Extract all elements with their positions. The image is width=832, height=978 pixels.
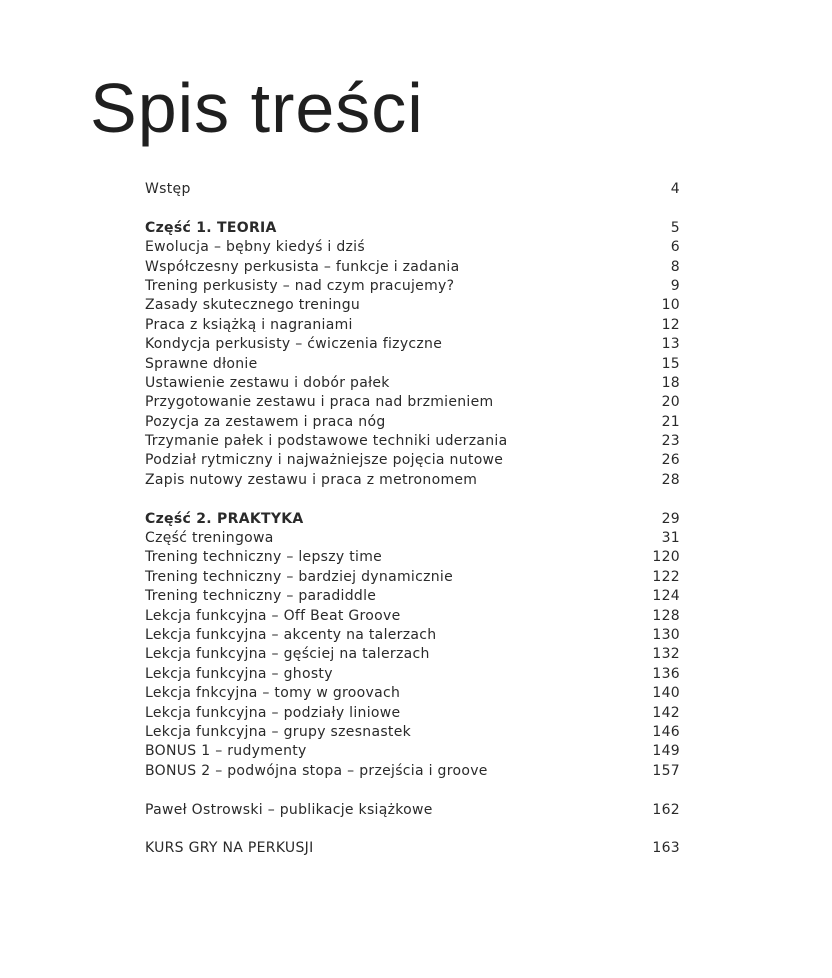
toc-entry-title: Przygotowanie zestawu i praca nad brzmieniem [145, 394, 494, 411]
toc-entry [145, 451, 680, 470]
toc-entry-title: Lekcja funkcyjna – Off Beat Groove [145, 607, 401, 624]
toc-entry-title: Trening perkusisty – nad czym pracujemy? [145, 277, 455, 294]
toc-entry [145, 374, 680, 393]
toc-entry [145, 258, 680, 277]
toc-page-number: 31 [661, 530, 680, 547]
toc-entry [145, 762, 680, 781]
toc-page-number: 136 [652, 665, 680, 682]
toc-page-number: 124 [652, 588, 680, 605]
page-title: Spis treści [90, 69, 424, 147]
toc-entry [145, 238, 680, 257]
toc-entry [145, 335, 680, 354]
toc-entry-title: Lekcja funkcyjna – akcenty na talerzach [145, 626, 437, 643]
toc-entry [145, 413, 680, 432]
toc-page-number: 15 [661, 355, 680, 372]
toc-entry [145, 839, 680, 858]
toc-entry [145, 355, 680, 374]
toc-entry-title: Część treningowa [145, 530, 274, 547]
toc-page-number: 29 [661, 510, 680, 527]
toc-page-number: 18 [661, 374, 680, 391]
toc-entry-title: Lekcja fnkcyjna – tomy w groovach [145, 685, 401, 702]
toc-page-number: 5 [670, 219, 680, 236]
toc-entry-title: Trzymanie pałek i podstawowe techniki uderzania [145, 433, 508, 450]
toc-section [145, 510, 680, 781]
toc-entry [145, 548, 680, 567]
toc-entry-title: Podział rytmiczny i najważniejsze pojęcia nutowe [145, 452, 504, 469]
toc-page-number: 12 [661, 316, 680, 333]
toc-entry-title: Część 2. PRAKTYKA [145, 510, 304, 527]
toc-page-number: 120 [652, 549, 680, 566]
toc-entry-title: Lekcja funkcyjna – ghosty [145, 665, 333, 682]
toc-entry [145, 587, 680, 606]
toc-page-number: 4 [670, 181, 680, 197]
toc-entry-title: Lekcja funkcyjna – podziały liniowe [145, 704, 401, 721]
toc-page-number: 157 [652, 762, 680, 779]
toc-entry-title: Część 1. TEORIA [145, 219, 277, 236]
toc-entry-title: Kondycja perkusisty – ćwiczenia fizyczne [145, 336, 443, 353]
toc-part-heading [145, 510, 680, 529]
toc-entry-title: Ewolucja – bębny kiedyś i dziś [145, 239, 365, 256]
toc-entry-title: Zapis nutowy zestawu i praca z metronomem [145, 471, 478, 488]
toc-page-number: 132 [652, 646, 680, 663]
toc-section [145, 801, 680, 820]
toc-entry [145, 704, 680, 723]
toc-entry-title: Lekcja funkcyjna – gęściej na talerzach [145, 646, 430, 663]
toc-part-heading [145, 219, 680, 238]
toc-section [145, 839, 680, 858]
toc-entry [145, 529, 680, 548]
toc-entry-title: Trening techniczny – bardziej dynamicznie [145, 568, 453, 585]
toc-entry-title: Trening techniczny – lepszy time [145, 549, 383, 566]
toc-entry [145, 393, 680, 412]
toc-entry [145, 645, 680, 664]
toc-section [145, 180, 680, 199]
toc-entry-title: BONUS 1 – rudymenty [145, 743, 307, 760]
toc-entry-title: Lekcja funkcyjna – grupy szesnastek [145, 723, 412, 740]
toc-page-number: 20 [661, 394, 680, 411]
toc-page-number: 163 [652, 840, 680, 857]
toc-entry [145, 742, 680, 761]
toc-page-number: 23 [661, 433, 680, 450]
toc-page-number: 149 [652, 743, 680, 760]
toc-entry-title: Pozycja za zestawem i praca nóg [145, 413, 386, 430]
toc-page-number: 122 [652, 568, 680, 585]
toc-section [145, 219, 680, 490]
toc-page-number: 8 [670, 258, 680, 275]
toc-entry [145, 684, 680, 703]
toc-entry [145, 665, 680, 684]
toc-page-number: 10 [661, 297, 680, 314]
toc-page-number: 6 [670, 239, 680, 256]
toc-page-number: 21 [661, 413, 680, 430]
toc-page-number: 140 [652, 685, 680, 702]
toc-entry [145, 607, 680, 626]
toc-page-number: 146 [652, 723, 680, 740]
toc-entry [145, 626, 680, 645]
toc-entry-title: Współczesny perkusista – funkcje i zadania [145, 258, 460, 275]
toc-page-number: 128 [652, 607, 680, 624]
toc-page-number: 142 [652, 704, 680, 721]
toc-entry [145, 277, 680, 296]
toc-entry [145, 723, 680, 742]
toc-entry-title: BONUS 2 – podwójna stopa – przejścia i groove [145, 762, 488, 779]
toc-entry-title: Praca z książką i nagraniami [145, 316, 353, 333]
toc-entry [145, 432, 680, 451]
toc-entry-title: KURS GRY NA PERKUSJI [145, 840, 314, 857]
toc-page-number: 130 [652, 626, 680, 643]
table-of-contents [145, 180, 680, 878]
toc-entry-title: Sprawne dłonie [145, 355, 258, 372]
toc-entry [145, 180, 680, 199]
toc-entry-title: Wstęp [145, 181, 191, 197]
toc-entry-title: Trening techniczny – paradiddle [145, 588, 377, 605]
toc-entry-title: Ustawienie zestawu i dobór pałek [145, 374, 390, 391]
toc-entry [145, 316, 680, 335]
toc-entry [145, 296, 680, 315]
toc-page-number: 13 [661, 336, 680, 353]
toc-page-number: 26 [661, 452, 680, 469]
toc-entry-title: Zasady skutecznego treningu [145, 297, 361, 314]
toc-entry [145, 568, 680, 587]
toc-page-number: 28 [661, 471, 680, 488]
toc-page-number: 9 [670, 277, 680, 294]
toc-entry [145, 471, 680, 490]
toc-entry-title: Paweł Ostrowski – publikacje książkowe [145, 801, 433, 818]
toc-page-number: 162 [652, 801, 680, 818]
toc-entry [145, 801, 680, 820]
